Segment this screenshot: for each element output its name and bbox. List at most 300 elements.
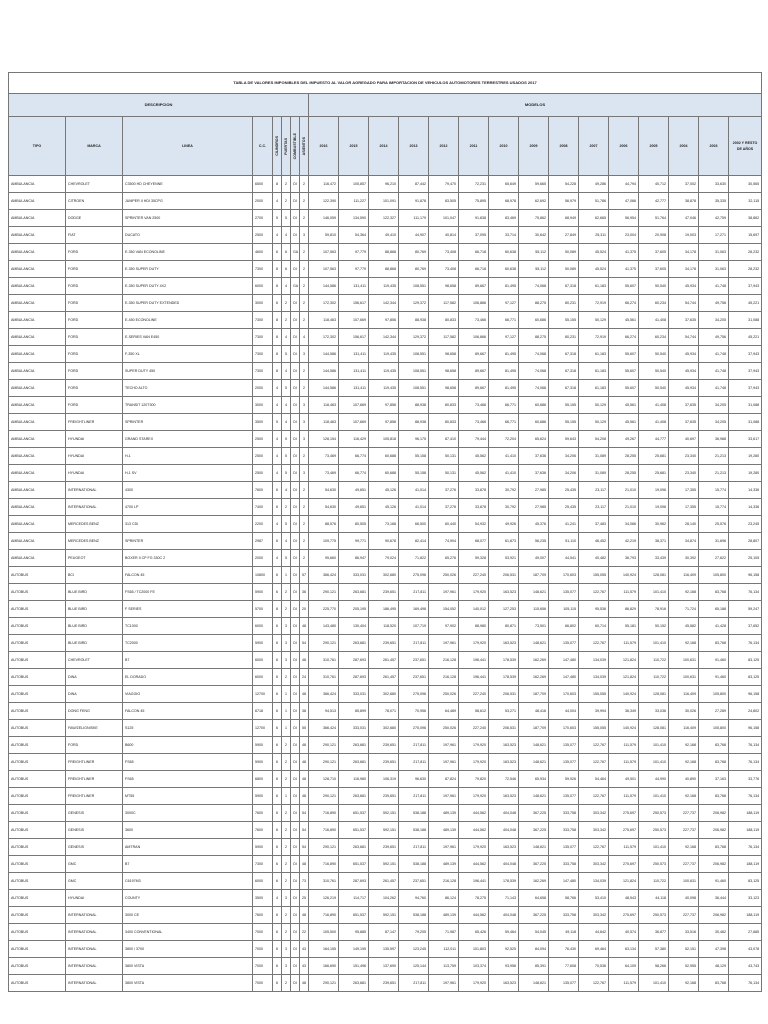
table-cell: DI [291, 397, 300, 414]
table-cell: 108,551 [399, 346, 429, 363]
table-cell: 7300 [253, 312, 273, 329]
table-cell: AMBULANCIA [9, 278, 66, 295]
table-cell: 2 [300, 176, 309, 193]
table-cell: 140,012 [459, 601, 489, 618]
table-cell: 134,590 [339, 210, 369, 227]
table-cell: 3400 CONVENTIONAL [123, 924, 253, 941]
table-cell: 287,693 [339, 669, 369, 686]
table-cell: DI [291, 465, 300, 482]
table-cell: 135,597 [369, 941, 399, 958]
table-cell: 116,409 [669, 567, 699, 584]
table-cell: 97,127 [489, 295, 519, 312]
table-cell: 263,681 [339, 635, 369, 652]
table-cell: 55 [300, 720, 309, 737]
table-cell: AMBULANCIA [9, 227, 66, 244]
table-cell: 70,536 [579, 958, 609, 975]
table-cell: FORD [66, 380, 123, 397]
table-row [9, 550, 762, 567]
table-cell: 31,088 [729, 414, 762, 431]
table-cell: 45,376 [519, 516, 549, 533]
table-cell: 131,411 [339, 278, 369, 295]
table-cell: JUMPER II HDI 35CPG [123, 193, 253, 210]
table-cell: 92,168 [669, 754, 699, 771]
table-cell: AUTOBUS [9, 975, 66, 992]
table-cell: 154,052 [429, 601, 459, 618]
table-cell: 80,769 [399, 244, 429, 261]
table-cell: F-350 XL [123, 346, 253, 363]
table-cell: 41,428 [699, 618, 729, 635]
table-cell: 72,919 [579, 329, 609, 346]
table-cell: 19,096 [639, 482, 669, 499]
table-cell: 2 [282, 907, 291, 924]
table-cell: 66,774 [339, 448, 369, 465]
table-cell: AUTOBUS [9, 873, 66, 890]
table-cell: 275,697 [609, 822, 639, 839]
table-cell: FORD [66, 312, 123, 329]
table-cell: 2 [282, 584, 291, 601]
table-cell: 163,523 [489, 975, 519, 992]
table-cell: 44,004 [549, 703, 579, 720]
table-cell: 50,540 [639, 363, 669, 380]
table-cell: 149,195 [339, 941, 369, 958]
table-cell: 101,047 [429, 210, 459, 227]
table-cell: 48 [300, 856, 309, 873]
table-cell: 100,631 [669, 873, 699, 890]
table-cell: 7600 [253, 822, 273, 839]
table-row [9, 278, 762, 295]
table-cell: 6 [273, 975, 282, 992]
table-cell: 103,374 [459, 958, 489, 975]
table-row [9, 737, 762, 754]
table-cell: 40,482 [579, 550, 609, 567]
table-cell: DI [291, 227, 300, 244]
table-cell: DONG FENG [66, 703, 123, 720]
table-cell: DI [291, 261, 300, 278]
table-cell: 290,121 [309, 788, 339, 805]
table-cell: 60,686 [519, 414, 549, 431]
table-cell: 81,495 [489, 380, 519, 397]
table-cell: 91,878 [399, 193, 429, 210]
table-cell: 225,770 [309, 601, 339, 618]
table-cell: 91,460 [699, 873, 729, 890]
table-cell: 61,183 [579, 363, 609, 380]
table-cell: 162,269 [519, 873, 549, 890]
table-cell: 37,276 [429, 482, 459, 499]
table-cell: 42,759 [699, 210, 729, 227]
table-cell: DI [291, 720, 300, 737]
col-linea: LINEA [123, 117, 253, 176]
table-cell: 366,424 [309, 567, 339, 584]
table-cell: 56,235 [519, 533, 549, 550]
table-cell: 2200 [253, 516, 273, 533]
table-cell: F SERIES [123, 601, 253, 618]
table-cell: E-350 SUPER DUTY EXTENDED [123, 295, 253, 312]
table-cell: 333,758 [549, 907, 579, 924]
table-cell: 48 [300, 737, 309, 754]
table-cell: MERCEDES BENZ [66, 516, 123, 533]
table-cell: 73,466 [459, 414, 489, 431]
table-cell: 127,253 [489, 601, 519, 618]
table-cell: 81,495 [489, 278, 519, 295]
table-cell: 6 [273, 295, 282, 312]
table-cell: 188,119 [729, 805, 762, 822]
table-cell: 14,336 [729, 499, 762, 516]
table-cell: 303,342 [579, 856, 609, 873]
table-cell: 74,068 [519, 278, 549, 295]
table-cell: 45,562 [459, 465, 489, 482]
table-cell: 50,089 [549, 261, 579, 278]
table-cell: 92,168 [669, 839, 699, 856]
table-cell: 72,204 [489, 431, 519, 448]
table-row [9, 448, 762, 465]
table-cell: 33,878 [459, 499, 489, 516]
table-cell: 592,151 [369, 907, 399, 924]
table-cell: 30,462 [699, 924, 729, 941]
table-cell: 163,523 [489, 737, 519, 754]
table-cell: TC2000 [123, 635, 253, 652]
table-cell: 83,125 [729, 669, 762, 686]
table-cell: 76,134 [729, 635, 762, 652]
table-cell: 75,862 [519, 210, 549, 227]
table-cell: 50,540 [639, 278, 669, 295]
table-cell: 8 [273, 261, 282, 278]
table-cell: AMBULANCIA [9, 244, 66, 261]
table-cell: 122,327 [369, 210, 399, 227]
table-cell: 107,669 [339, 312, 369, 329]
table-cell: FREIGHTLINER [66, 414, 123, 431]
table-cell: 45,561 [609, 312, 639, 329]
table-cell: 55,181 [609, 618, 639, 635]
table-cell: 43,078 [729, 941, 762, 958]
table-cell: 108,551 [399, 380, 429, 397]
table-cell: 2500 [253, 465, 273, 482]
table-cell: 61,183 [579, 278, 609, 295]
table-cell: 97,779 [339, 244, 369, 261]
table-cell: 49,651 [339, 499, 369, 516]
table-cell: 75,895 [459, 193, 489, 210]
table-cell: AUTOBUS [9, 941, 66, 958]
table-cell: 55,607 [609, 380, 639, 397]
table-cell: 97,856 [369, 414, 399, 431]
table-cell: 163,523 [489, 754, 519, 771]
table-cell: 73,469 [309, 448, 339, 465]
table-cell: 123,245 [399, 941, 429, 958]
table-cell: BOXER II CP FG 330C 2 [123, 550, 253, 567]
table-cell: DI [291, 652, 300, 669]
table-cell: 66,771 [489, 397, 519, 414]
table-cell: H-1 SV [123, 465, 253, 482]
table-cell: 8 [273, 278, 282, 295]
table-cell: 5 [282, 431, 291, 448]
table-cell: DI [291, 567, 300, 584]
table-cell: 2 [300, 210, 309, 227]
table-cell: 142,344 [369, 295, 399, 312]
table-cell: 93,956 [489, 958, 519, 975]
table-cell: FORD [66, 329, 123, 346]
table-cell: 275,697 [609, 856, 639, 873]
table-cell: 2 [300, 295, 309, 312]
table-cell: 78,916 [639, 601, 669, 618]
table-cell: 45,126 [369, 499, 399, 516]
table-cell: AUTOBUS [9, 669, 66, 686]
table-cell: 60,714 [579, 618, 609, 635]
table-cell: 367,225 [519, 805, 549, 822]
table-cell: 37,163 [699, 771, 729, 788]
table-cell: S125 [123, 720, 253, 737]
table-cell: 17,355 [669, 482, 699, 499]
table-cell: 3500 [253, 414, 273, 431]
table-cell: SPRINTER [123, 414, 253, 431]
table-cell: 67,318 [549, 363, 579, 380]
table-cell: 44,118 [639, 890, 669, 907]
table-cell: 122,767 [579, 737, 609, 754]
table-cell: 76,134 [729, 754, 762, 771]
table-cell: 179,920 [459, 754, 489, 771]
table-cell: 55,607 [609, 278, 639, 295]
table-row [9, 380, 762, 397]
table-cell: C6197M3 [123, 873, 253, 890]
table-row [9, 567, 762, 584]
table-cell: 2500 [253, 431, 273, 448]
table-cell: 6 [273, 567, 282, 584]
table-cell: 33,878 [459, 482, 489, 499]
table-row [9, 329, 762, 346]
table-cell: 83,505 [429, 193, 459, 210]
table-cell: 227,737 [669, 856, 699, 873]
table-cell: 333,031 [339, 567, 369, 584]
table-cell: 6 [273, 584, 282, 601]
table-cell: 73,408 [429, 261, 459, 278]
table-cell: 49,007 [519, 550, 549, 567]
table-cell: 41,748 [699, 380, 729, 397]
table-cell: 56,979 [549, 193, 579, 210]
table-cell: 36,349 [609, 703, 639, 720]
table-cell: 2 [300, 193, 309, 210]
table-cell: 4 [282, 397, 291, 414]
table-cell: AMBULANCIA [9, 397, 66, 414]
table-cell: 66,802 [549, 618, 579, 635]
table-cell: 80,231 [549, 329, 579, 346]
table-cell: AUTOBUS [9, 805, 66, 822]
table-cell: 101,803 [459, 941, 489, 958]
table-cell: EL DORADO [123, 669, 253, 686]
table-cell: 196,441 [459, 652, 489, 669]
table-cell: 7400 [253, 499, 273, 516]
table-row [9, 584, 762, 601]
table-cell: AMBULANCIA [9, 295, 66, 312]
table-cell: 6 [273, 533, 282, 550]
table-cell: 34,205 [699, 312, 729, 329]
table-cell: 92,525 [489, 941, 519, 958]
table-cell: 3 [282, 941, 291, 958]
table-cell: 47,066 [609, 193, 639, 210]
table-cell: DI [291, 856, 300, 873]
table-cell: 25,681 [639, 465, 669, 482]
table-cell: B7 [123, 856, 253, 873]
table-cell: 82,414 [399, 533, 429, 550]
table-cell: 134,039 [579, 669, 609, 686]
table-cell: 37,095 [459, 227, 489, 244]
table-cell: 239,651 [369, 635, 399, 652]
table-cell: 80,833 [429, 414, 459, 431]
table-cell: 50,131 [429, 465, 459, 482]
table-cell: AMBULANCIA [9, 431, 66, 448]
col-year: 2009 [519, 117, 549, 176]
table-cell: 122,767 [579, 788, 609, 805]
table-cell: 101,410 [639, 635, 669, 652]
table-cell: 651,537 [339, 805, 369, 822]
table-cell: 60,688 [369, 448, 399, 465]
table-cell: 73,466 [459, 312, 489, 329]
table-cell: 54,464 [579, 771, 609, 788]
table-cell: 28,232 [729, 261, 762, 278]
table-cell: 5 [273, 414, 282, 431]
table-cell: 118,463 [309, 414, 339, 431]
table-cell: 83,768 [699, 635, 729, 652]
table-cell: 54,228 [549, 176, 579, 193]
table-cell: AMBULANCIA [9, 193, 66, 210]
table-cell: 88,868 [369, 244, 399, 261]
table-cell: 263,681 [339, 737, 369, 754]
table-cell: 48 [300, 686, 309, 703]
table-cell: DI [291, 499, 300, 516]
table-cell: 188,119 [729, 856, 762, 873]
table-cell: 34,206 [549, 448, 579, 465]
col-year: 2006 [609, 117, 639, 176]
table-cell: 111,579 [609, 737, 639, 754]
table-cell: 3800 / 3700 [123, 941, 253, 958]
table-cell: 227,737 [669, 805, 699, 822]
table-cell: 76,134 [729, 788, 762, 805]
table-cell: 6 [273, 703, 282, 720]
table-cell: TECHO ALTO [123, 380, 253, 397]
table-cell: AUTOBUS [9, 635, 66, 652]
table-cell: 41,748 [699, 346, 729, 363]
table-cell: 3 [282, 635, 291, 652]
table-cell: AMBULANCIA [9, 482, 66, 499]
table-cell: 217,811 [399, 839, 429, 856]
table-cell: 366,424 [309, 686, 339, 703]
table-cell: 489,139 [429, 805, 459, 822]
table-cell: FORD [66, 278, 123, 295]
table-cell: 87,410 [429, 431, 459, 448]
table-cell: 134,039 [579, 652, 609, 669]
table-cell: 55,155 [549, 312, 579, 329]
table-cell: 170,603 [549, 686, 579, 703]
table-cell: 92,168 [669, 737, 699, 754]
table-cell: AUTOBUS [9, 771, 66, 788]
table-cell: 58,766 [549, 890, 579, 907]
table-row [9, 397, 762, 414]
table-cell: 2 [282, 176, 291, 193]
table-cell: B600 [123, 737, 253, 754]
table-cell: 2 [300, 516, 309, 533]
table-cell: AUTOBUS [9, 720, 66, 737]
table-cell: DI [291, 635, 300, 652]
table-row [9, 669, 762, 686]
table-cell: 8 [273, 312, 282, 329]
table-cell: FS65 [123, 754, 253, 771]
table-cell: 31,088 [729, 397, 762, 414]
table-cell: 303,342 [579, 805, 609, 822]
table-cell: 216,128 [429, 873, 459, 890]
table-cell: 59,464 [489, 924, 519, 941]
table-cell: 96,158 [729, 686, 762, 703]
table-cell: 6718 [253, 703, 273, 720]
table-cell: 60,686 [519, 312, 549, 329]
table-cell: 2500 [253, 448, 273, 465]
table-cell: 22 [300, 924, 309, 941]
table-cell: 6 [273, 618, 282, 635]
table-cell: 126,219 [309, 890, 339, 907]
table-cell: 49,286 [579, 176, 609, 193]
table-cell: 48 [300, 771, 309, 788]
table-cell: 76,134 [729, 975, 762, 992]
table-cell: 135,077 [549, 635, 579, 652]
table-cell: 88,868 [369, 261, 399, 278]
table-cell: 5700 [253, 601, 273, 618]
table-cell: 144,586 [309, 346, 339, 363]
table-cell: FALCON 45 [123, 703, 253, 720]
table-cell: 4 [273, 448, 282, 465]
table-cell: 3 [300, 414, 309, 431]
table-cell: AMBULANCIA [9, 414, 66, 431]
table-cell: 66,774 [339, 465, 369, 482]
table-cell: AUTOBUS [9, 601, 66, 618]
table-cell: DODGE [66, 210, 123, 227]
table-cell: 55,112 [519, 261, 549, 278]
table-cell: 6500 [253, 176, 273, 193]
table-cell: 20 [300, 601, 309, 618]
table-cell: 74,068 [519, 363, 549, 380]
table-cell: 162,269 [519, 669, 549, 686]
col-cilindros [273, 117, 282, 176]
table-cell: 47,046 [669, 210, 699, 227]
table-cell: 187,709 [519, 686, 549, 703]
table-cell: 97,856 [369, 397, 399, 414]
table-cell: 2 [300, 312, 309, 329]
table-cell: 49,501 [609, 771, 639, 788]
table-cell: 45,561 [609, 397, 639, 414]
table-cell: 163,523 [489, 788, 519, 805]
table-cell: 86,947 [339, 550, 369, 567]
table-cell: 96,175 [399, 431, 429, 448]
table-cell: GMC [66, 873, 123, 890]
table-cell: 110,722 [639, 873, 669, 890]
table-cell: 34,874 [669, 533, 699, 550]
table-cell: 217,811 [399, 635, 429, 652]
table-cell: 116,980 [339, 771, 369, 788]
table-cell: 2 [300, 261, 309, 278]
table-cell: 3600 [123, 822, 253, 839]
table-cell: DI [291, 975, 300, 992]
table-cell: 33,123 [729, 890, 762, 907]
table-cell: INTERNATIONAL [66, 907, 123, 924]
table-cell: 7000 [253, 958, 273, 975]
table-cell: 15,697 [729, 227, 762, 244]
table-cell: 59,810 [309, 227, 339, 244]
table-cell: 130,404 [339, 618, 369, 635]
table-cell: 135,077 [549, 839, 579, 856]
table-cell: 3000C [123, 805, 253, 822]
table-cell: 197,961 [429, 584, 459, 601]
table-cell: 2 [282, 193, 291, 210]
table-cell: 92,168 [669, 584, 699, 601]
table-cell: 227,737 [669, 822, 699, 839]
table-cell: 80,833 [429, 397, 459, 414]
table-cell: 3 [300, 465, 309, 482]
table-cell: 101,410 [639, 737, 669, 754]
